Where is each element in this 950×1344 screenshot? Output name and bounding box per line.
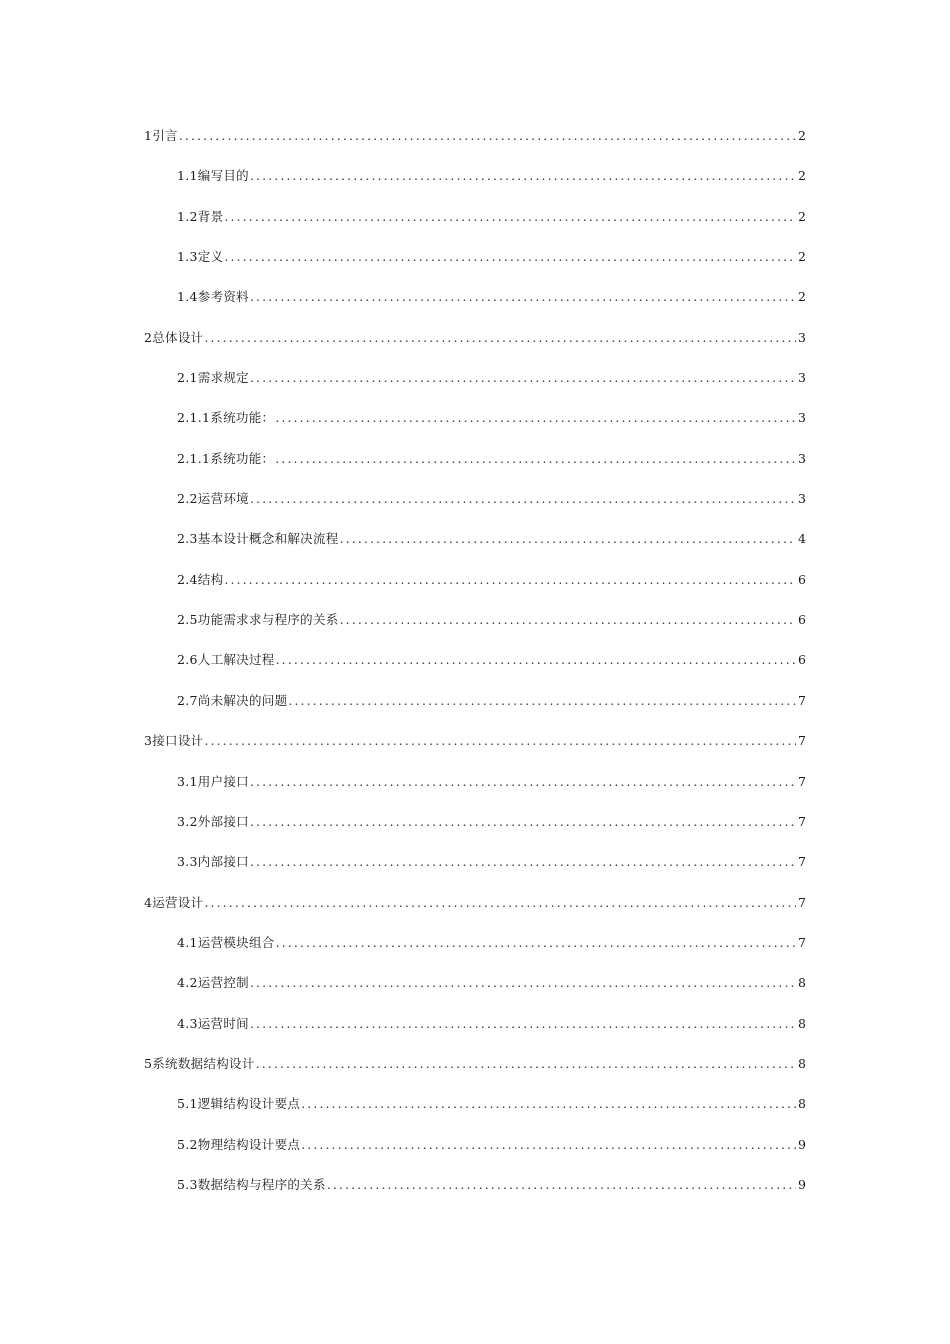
toc-page-number: 7 bbox=[798, 894, 806, 910]
dot-leader bbox=[275, 410, 796, 425]
toc-entry[interactable] bbox=[144, 207, 806, 247]
dot-leader bbox=[340, 531, 796, 546]
toc-page-number: 2 bbox=[798, 168, 806, 184]
toc-entry-label: 3.1用户接口 bbox=[177, 773, 249, 789]
toc-entry-label: 3接口设计 bbox=[144, 733, 204, 749]
toc-entry-label: 4运营设计 bbox=[144, 894, 204, 910]
toc-entry[interactable] bbox=[144, 449, 806, 489]
dot-leader bbox=[250, 370, 796, 385]
toc-entry-label: 4.1运营模块组合 bbox=[177, 934, 275, 950]
dot-leader bbox=[250, 854, 796, 869]
toc-entry-label: 3.2外部接口 bbox=[177, 813, 249, 829]
dot-leader bbox=[204, 895, 796, 910]
toc-page-number: 7 bbox=[798, 733, 806, 749]
dot-leader bbox=[204, 330, 796, 345]
dot-leader bbox=[250, 289, 796, 304]
dot-leader bbox=[250, 975, 796, 990]
dot-leader bbox=[224, 209, 796, 224]
dot-leader bbox=[256, 1056, 796, 1071]
toc-entry-label: 2.1需求规定 bbox=[177, 370, 249, 386]
toc-entry[interactable] bbox=[144, 247, 806, 287]
toc-page-number: 8 bbox=[798, 975, 806, 991]
dot-leader bbox=[224, 572, 796, 587]
toc-page-number: 8 bbox=[798, 1015, 806, 1031]
toc-entry[interactable] bbox=[144, 570, 806, 610]
toc-entry[interactable] bbox=[144, 610, 806, 650]
toc-page-number: 7 bbox=[798, 813, 806, 829]
toc-entry-label: 1.2背景 bbox=[177, 208, 224, 224]
dot-leader bbox=[204, 733, 796, 748]
dot-leader bbox=[250, 1016, 796, 1031]
toc-page-number: 4 bbox=[798, 531, 806, 547]
toc-entry-label: 5系统数据结构设计 bbox=[144, 1055, 255, 1071]
toc-entry[interactable] bbox=[144, 1014, 806, 1054]
toc-entry-label: 2总体设计 bbox=[144, 329, 204, 345]
toc-page-number: 7 bbox=[798, 692, 806, 708]
toc-page-number: 6 bbox=[798, 612, 806, 628]
dot-leader bbox=[276, 652, 796, 667]
toc-page-number: 3 bbox=[798, 410, 806, 426]
dot-leader bbox=[276, 935, 796, 950]
dot-leader bbox=[250, 491, 796, 506]
toc-entry[interactable] bbox=[144, 1054, 806, 1094]
toc-entry-label: 2.5功能需求求与程序的关系 bbox=[177, 612, 339, 628]
toc-entry-label: 2.1.1系统功能： bbox=[177, 450, 275, 466]
toc-page-number: 6 bbox=[798, 571, 806, 587]
toc-entry[interactable] bbox=[144, 893, 806, 933]
toc-entry[interactable] bbox=[144, 691, 806, 731]
toc-page-number: 9 bbox=[798, 1136, 806, 1152]
toc-entry[interactable] bbox=[144, 529, 806, 569]
toc-entry[interactable] bbox=[144, 973, 806, 1013]
toc-entry-label: 5.2物理结构设计要点 bbox=[177, 1136, 301, 1152]
toc-page-number: 3 bbox=[798, 450, 806, 466]
toc-entry-label: 1.4参考资料 bbox=[177, 289, 249, 305]
toc-page-number: 2 bbox=[798, 128, 806, 143]
toc-page-number: 7 bbox=[798, 934, 806, 950]
toc-entry-label: 4.3运营时间 bbox=[177, 1015, 249, 1031]
toc-entry[interactable] bbox=[144, 126, 806, 166]
toc-entry[interactable] bbox=[144, 1135, 806, 1175]
toc-entry-label: 2.7尚未解决的问题 bbox=[177, 692, 288, 708]
toc-entry[interactable] bbox=[144, 287, 806, 327]
toc-entry[interactable] bbox=[144, 933, 806, 973]
toc-entry-label: 5.3数据结构与程序的关系 bbox=[177, 1176, 326, 1192]
dot-leader bbox=[250, 774, 796, 789]
dot-leader bbox=[288, 693, 796, 708]
dot-leader bbox=[179, 128, 796, 143]
toc-page-number: 2 bbox=[798, 249, 806, 265]
toc-entry-label: 1.3定义 bbox=[177, 249, 224, 265]
table-of-contents bbox=[144, 126, 806, 1215]
toc-entry[interactable] bbox=[144, 328, 806, 368]
toc-entry[interactable] bbox=[144, 368, 806, 408]
toc-entry[interactable] bbox=[144, 772, 806, 812]
toc-page-number: 7 bbox=[798, 854, 806, 870]
toc-page-number: 2 bbox=[798, 208, 806, 224]
dot-leader bbox=[250, 168, 796, 183]
toc-page-number: 8 bbox=[798, 1055, 806, 1071]
toc-page-number: 3 bbox=[798, 370, 806, 386]
dot-leader bbox=[327, 1177, 796, 1192]
toc-entry-label: 1.1编写目的 bbox=[177, 168, 249, 184]
toc-entry-label: 2.2运营环境 bbox=[177, 491, 249, 507]
toc-entry[interactable] bbox=[144, 852, 806, 892]
toc-page-number: 9 bbox=[798, 1176, 806, 1192]
toc-entry-label: 4.2运营控制 bbox=[177, 975, 249, 991]
toc-entry[interactable] bbox=[144, 731, 806, 771]
toc-page-number: 7 bbox=[798, 773, 806, 789]
dot-leader bbox=[250, 814, 796, 829]
toc-entry-label: 2.6人工解决过程 bbox=[177, 652, 275, 668]
toc-entry-label: 2.4结构 bbox=[177, 571, 224, 587]
toc-entry[interactable] bbox=[144, 650, 806, 690]
toc-entry[interactable] bbox=[144, 1094, 806, 1134]
dot-leader bbox=[340, 612, 796, 627]
toc-entry-label: 2.3基本设计概念和解决流程 bbox=[177, 531, 339, 547]
dot-leader bbox=[301, 1096, 796, 1111]
toc-entry-label: 2.1.1系统功能： bbox=[177, 410, 275, 426]
dot-leader bbox=[224, 249, 796, 264]
toc-page-number: 3 bbox=[798, 491, 806, 507]
toc-entry[interactable] bbox=[144, 1175, 806, 1215]
toc-entry-label: 3.3内部接口 bbox=[177, 854, 249, 870]
dot-leader bbox=[301, 1137, 796, 1152]
toc-entry[interactable] bbox=[144, 489, 806, 529]
toc-page-number: 8 bbox=[798, 1096, 806, 1112]
toc-entry[interactable] bbox=[144, 166, 806, 206]
toc-page-number: 3 bbox=[798, 329, 806, 345]
toc-entry-label: 5.1逻辑结构设计要点 bbox=[177, 1096, 301, 1112]
toc-entry-label: 1引言 bbox=[144, 128, 178, 143]
toc-entry[interactable] bbox=[144, 812, 806, 852]
toc-page-number: 6 bbox=[798, 652, 806, 668]
toc-page-number: 2 bbox=[798, 289, 806, 305]
dot-leader bbox=[275, 451, 796, 466]
toc-entry[interactable] bbox=[144, 408, 806, 448]
